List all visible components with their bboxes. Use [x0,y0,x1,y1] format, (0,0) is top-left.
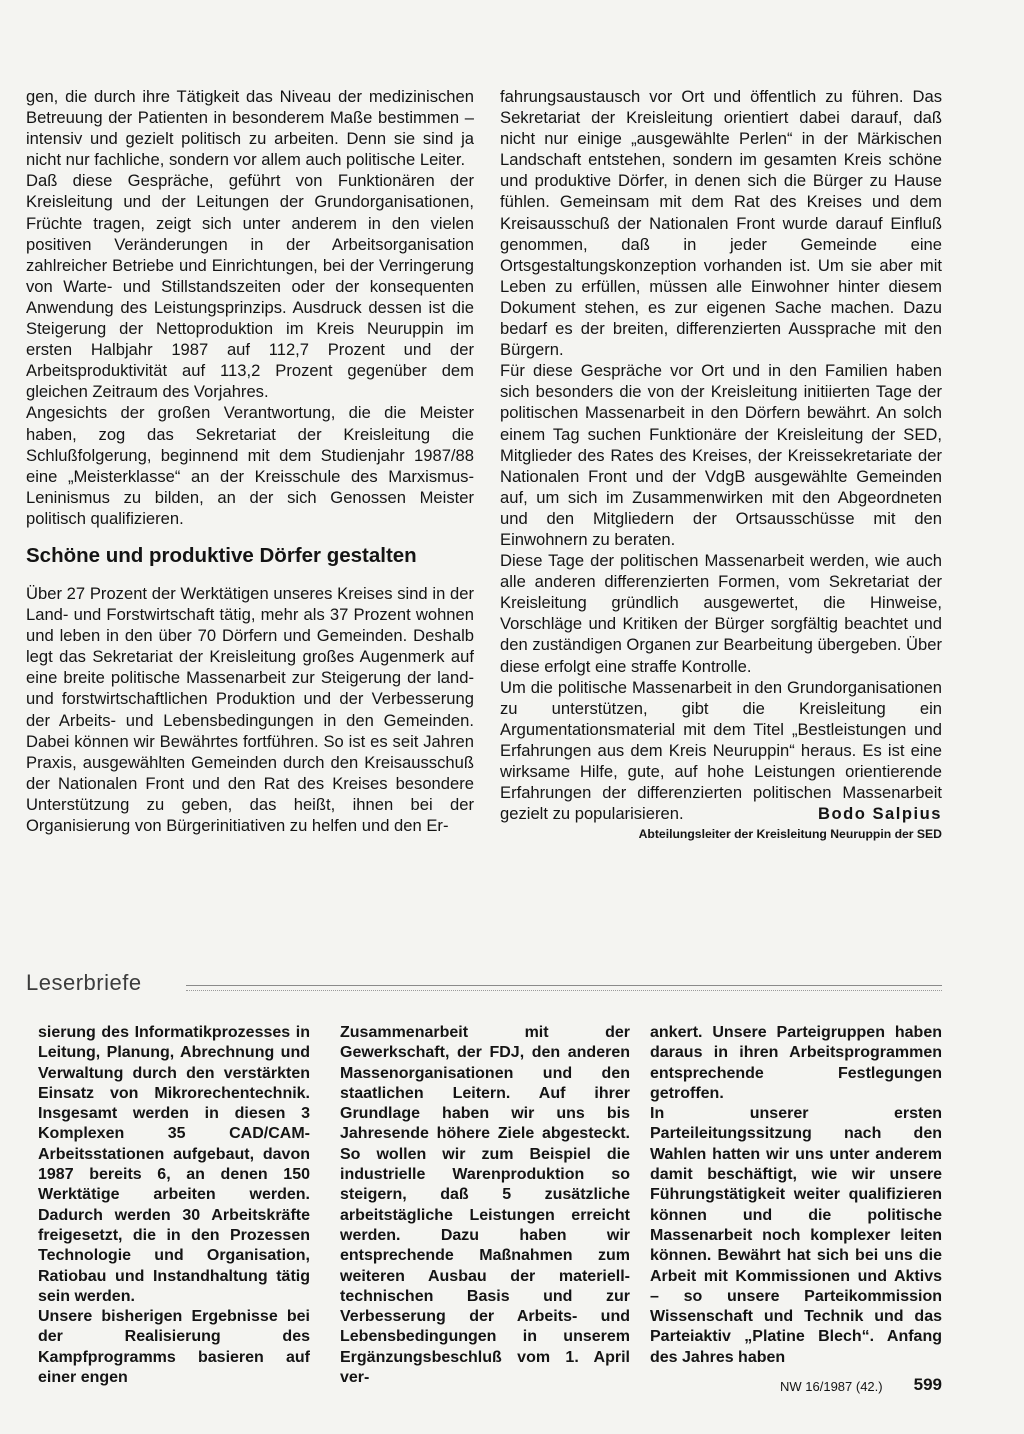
article-paragraph: Diese Tage der politischen Massenarbeit werden, wie auch alle anderen differenzierten Formen, vom Sekretariat der Kreisleitung gründlich ausgewertet, die Hinweise, Vorschläge und Kritiken der Bürger sorgfältig beachtet und den zuständigen Organen zur Bearbeitung übergeben. Über diese erfolgt eine straffe Kontrolle. [500,551,942,676]
article-paragraph: fahrungsaustausch vor Ort und öffentlich zu führen. Das Sekretariat der Kreisleitung orientiert dabei darauf, daß nicht nur einige „ausgewählte Perlen“ in der Märkischen Landschaft entstehen, sondern im gesamten Kreis schöne und produktive Dörfer, in denen sich die Bürger zu Hause fühlen. Gemeinsam mit dem Rat des Kreises und dem Kreisausschuß der Nationalen Front wurde darauf Einfluß genommen, daß in jeder Gemeinde eine Ortsgestaltungskonzeption vorhanden ist. Um sie aber mit Leben zu erfüllen, müssen alle Einwohner hinter diesem Dokument stehen, es zur eigenen Sache machen. Dazu bedarf es der breiten, differenzierten Aussprache mit den Bürgern. [500,87,942,360]
page-footer [780,1375,942,1399]
article-left-column [26,86,474,836]
section-heading: Schöne und produktive Dörfer gestalten [26,543,417,567]
article-paragraph: Für diese Gespräche vor Ort und in den Familien haben sich besonders die von der Kreisleitung initiierten Tage der politischen Massenarbeit in den Dörfern bewährt. An solch einem Tag suchen Funktionäre der Kreisleitung der SED, Mitglieder des Rates des Kreises, der Kreissekretariate der Nationalen Front und der VdgB ausgewählte Gemeinden auf, um sich im Zusammenwirken mit den Abgeordneten und den Mitgliedern der Ortsausschüsse mit den Einwohnern zu beraten. [500,361,942,549]
letters-column-3 [650,1023,942,1368]
article-paragraph: Daß diese Gespräche, geführt von Funktionären der Kreisleitung und der Leitungen der Grundorganisationen, Früchte tragen, zeigt sich unter anderem in den vielen positiven Veränderungen in der Arbeitsorganisation zahlreicher Betriebe und Einrichtungen, bei der Verringerung von Warte- und Stillstandszeiten oder der konsequenten Anwendung des Leistungsprinzips. Ausdruck dessen ist die Steigerung der Nettoproduktion im Kreis Neuruppin im ersten Halbjahr 1987 auf 112,7 Prozent und der Arbeitsproduktivität auf 113,2 Prozent gegenüber dem gleichen Zeitraum des Vorjahres. [26,171,474,402]
letters-section-label: Leserbriefe [26,970,142,995]
author-name: Bodo Salpius [817,804,942,824]
article-paragraph: Um die politische Massenarbeit in den Grundorganisationen zu unterstützen, gibt die Kreisleitung ein Argumentationsmaterial mit dem Titel „Bestleistungen und Erfahrungen aus dem Kreis Neuruppin“ heraus. Es ist eine wirksame Hilfe, gute, auf hohe Leistungen orientierende Erfahrungen der differenzierten politischen Massenarbeit gezielt zu popularisieren. [500,677,942,824]
letter-paragraph: ankert. Unsere Parteigruppen haben daraus in ihren Arbeitsprogrammen entsprechende Festlegungen getroffen. [650,1024,942,1102]
article-right-column [500,86,942,842]
article-paragraph: Über 27 Prozent der Werktätigen unseres Kreises sind in der Land- und Forstwirtschaft tätig, mehr als 37 Prozent wohnen und leben in den über 70 Dörfern und Gemeinden. Deshalb legt das Sekretariat der Kreisleitung großes Augenmerk auf eine breite politische Massenarbeit zur Steigerung der land- und forstwirtschaftlichen Produktion und der Verbesserung der Arbeits- und Lebensbedingungen in den Gemeinden. Dabei können wir Bewährtes fortführen. So ist es seit Jahren Praxis, ausgewählten Gemeinden durch den Kreisausschuß der Nationalen Front und den Rat des Kreises besondere Unterstützung zu geben, das heißt, ihnen bei der Organisierung von Bürgerinitiativen zu helfen und den Er- [26,583,474,835]
letters-column-2 [340,1023,630,1388]
page-number: 599 [913,1375,942,1394]
article-paragraph: Angesichts der großen Verantwortung, die die Meister haben, zog das Sekretariat der Kreisleitung die Schlußfolgerung, beginnend mit dem Studienjahr 1987/88 eine „Meisterklasse“ an der Kreisschule des Marxismus-Leninismus zu bilden, an der sich Genossen Meister politisch qualifizieren. [26,403,474,528]
letter-paragraph: Unsere bisherigen Ergebnisse bei der Realisierung des Kampfprogramms basieren auf einer engen [38,1308,310,1387]
section-divider [186,985,942,991]
issue-label: NW 16/1987 (42.) [780,1379,883,1394]
article-paragraph: gen, die durch ihre Tätigkeit das Niveau der medizinischen Betreuung der Patienten in besonderem Maße bestimmen – intensiv und gezielt politisch zu arbeiten. Denn sie sind ja nicht nur fachliche, sondern vor allem auch politische Leiter. [26,87,474,170]
letters-column-1 [38,1023,310,1388]
letters-section-header [26,970,942,996]
author-role: Abteilungsleiter der Kreisleitung Neuruppin der SED [638,827,942,842]
letter-paragraph: In unserer ersten Parteileitungssitzung nach den Wahlen hatten wir uns unter anderem damit beschäftigt, wie wir unsere Führungstätigkeit weiter qualifizieren können und die politische Massenarbeit noch komplexer leiten können. Bewährt hat sich bei uns die Arbeit mit Kommissionen und Aktivs – so unsere Parteikommission Wissenschaft und Technik und das Parteiaktiv „Platine Blech“. Anfang des Jahres haben [650,1105,942,1366]
letter-paragraph: sierung des Informatikprozesses in Leitung, Planung, Abrechnung und Verwaltung durch den verstärkten Einsatz von Mikrorechentechnik. Insgesamt werden in diesen 3 Komplexen 35 CAD/CAM-Arbeitsstationen aufgebaut, davon 1987 bereits 6, an denen 150 Werktätige arbeiten werden. Dadurch werden 30 Arbeitskräfte freigesetzt, die in den Prozessen Technologie und Organisation, Ratiobau und Instandhaltung tätig sein werden. [38,1024,310,1305]
letter-paragraph: Zusammenarbeit mit der Gewerkschaft, der FDJ, den anderen Massenorganisationen und den staatlichen Leitern. Auf ihrer Grundlage haben wir uns bis Jahresende höhere Ziele abgesteckt. So wollen wir zum Beispiel die industrielle Warenproduktion so steigern, daß 5 zusätzliche arbeitstägliche Leistungen erreicht werden. Dazu haben wir entsprechende Maßnahmen zum weiteren Ausbau der materiell-technischen Basis und zur Verbesserung der Arbeits- und Lebensbedingungen in unserem Ergänzungsbeschluß vom 1. April ver- [340,1024,630,1387]
